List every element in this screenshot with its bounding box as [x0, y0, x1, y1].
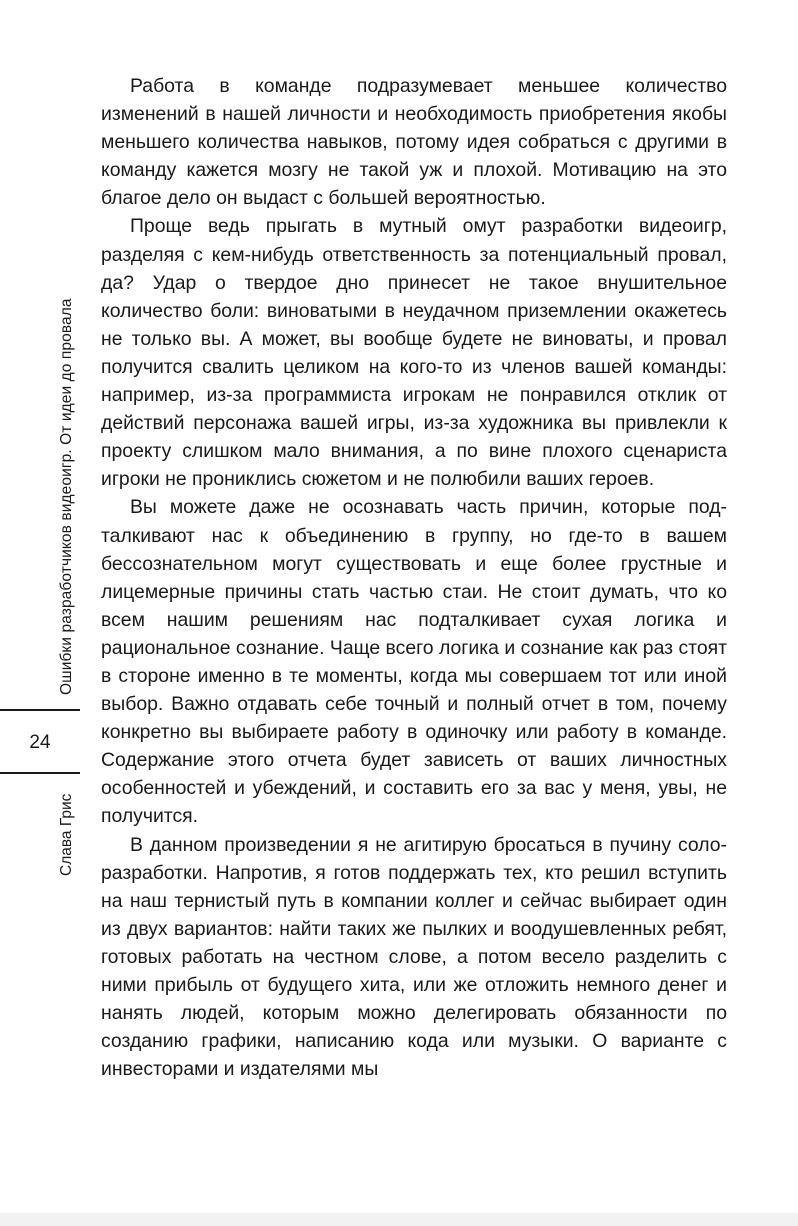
sidebar-rule-top: [0, 709, 80, 711]
paragraph: В данном произведении я не агитирую бросаться в пучину соло-разработки. Напротив, я готов поддержать тех, кто решил вступить на наш тернистый путь в компании коллег и сейчас выбирает один из двух вариантов: найти таких же пылких и воодушевленных ребят, готовых работать на честном слове, а потом весело разделить с ними прибыль от будущего хита, или же отложить немного денег и нанять людей, которым можно делегировать обязанности по созданию графики, написанию кода или музыки. О варианте с инвесторами и издателями мы: [101, 833, 727, 1081]
running-title: Ошибки разработчиков видеоигр. От идеи до провала: [58, 298, 75, 695]
page-bottom-edge: [0, 1213, 798, 1226]
page-number: 24: [29, 732, 51, 753]
body-text: [101, 72, 727, 1083]
running-author: Слава Грис: [58, 793, 75, 876]
paragraph: Проще ведь прыгать в мутный омут разработки видеоигр, разделяя с кем-нибудь ответственность за потенциальный провал, да? Удар о твердое дно принесет не такое внушительное количество боли: виноватыми в неудачном приземлении окажетесь не только вы. А может, вы вообще будете не виноваты, и провал получится свалить целиком на кого-то из членов вашей команды: например, из-за программиста игрокам не понравился отклик от действий персонажа вашей игры, из-за художника вы привлекли к проекту слишком мало внимания, а по вине плохого сценариста игроки не прониклись сюжетом и не полюбили ваших героев.: [101, 215, 727, 491]
paragraph: Вы можете даже не осознавать часть причин, которые подталкивают нас к объединению в группу, но где-то в вашем бессознательном могут существовать и еще более грустные и лицемерные причины стать частью стаи. Не стоит думать, что ко всем нашим решениям нас подталкивает сухая логика и рациональное сознание. Чаще всего логика и сознание как раз стоят в стороне именно в те моменты, когда мы совершаем тот или иной выбор. Важно отдавать себе точный и полный отчет в том, почему конкретно вы выбираете работу в одиночку или работу в команде. Содержание этого отчета будет зависеть от ваших личностных особенностей и убеждений, и составить его за вас у меня, увы, не получится.: [101, 496, 727, 828]
sidebar-rule-bottom: [0, 772, 80, 774]
paragraph: Работа в команде подразумевает меньшее количество изменений в нашей личности и необходимость приобретения якобы меньшего количества навыков, потому идея собраться с другими в команду кажется мозгу не такой уж и плохой. Мотивацию на это благое дело он выдаст с большей вероятностью.: [101, 75, 727, 210]
page-sidebar: [0, 0, 82, 1226]
